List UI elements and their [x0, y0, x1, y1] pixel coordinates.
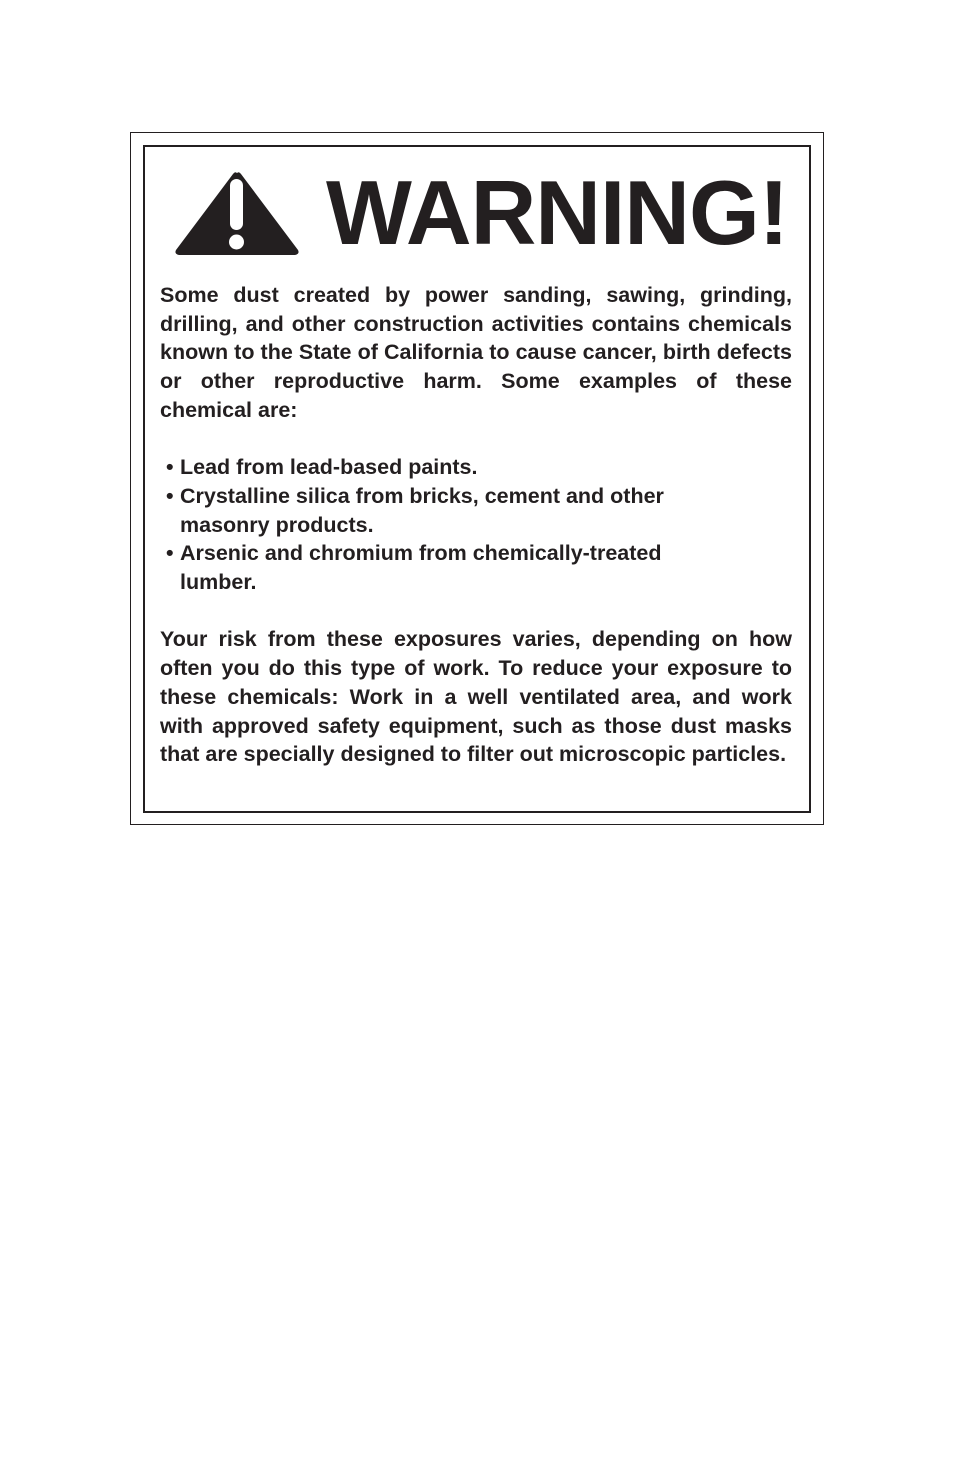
- warning-title: WARNING!: [326, 163, 789, 264]
- warning-triangle-icon: [174, 170, 300, 256]
- list-item-text: Lead from lead-based paints.: [180, 455, 478, 480]
- paragraph-spacer: [160, 597, 792, 626]
- list-item-text: Crystalline silica from bricks, cement and other masonry products.: [180, 483, 664, 537]
- warning-header: [174, 163, 789, 264]
- list-item: [166, 453, 740, 482]
- list-item: [166, 539, 740, 596]
- paragraph-spacer: [160, 425, 792, 454]
- warning-body: [160, 281, 792, 769]
- bullet-glyph: •: [166, 455, 174, 480]
- chemical-examples-list: [160, 453, 792, 597]
- list-item: [166, 482, 740, 539]
- closing-paragraph: Your risk from these exposures varies, depending on how often you do this type of work. To reduce your exposure to these chemicals: Work in a well ventilated area, and work with approved safety equipment, such as those dust masks that are specially designed to filter out microscopic particles.: [160, 627, 792, 767]
- list-item-text: Arsenic and chromium from chemically-treated lumber.: [180, 541, 662, 595]
- bullet-glyph: •: [166, 483, 174, 508]
- intro-paragraph: Some dust created by power sanding, sawing, grinding, drilling, and other construction activities contains chemicals known to the State of California to cause cancer, birth defects or other reproductive harm. Some examples of these chemical are:: [160, 283, 792, 422]
- bullet-glyph: •: [166, 541, 174, 566]
